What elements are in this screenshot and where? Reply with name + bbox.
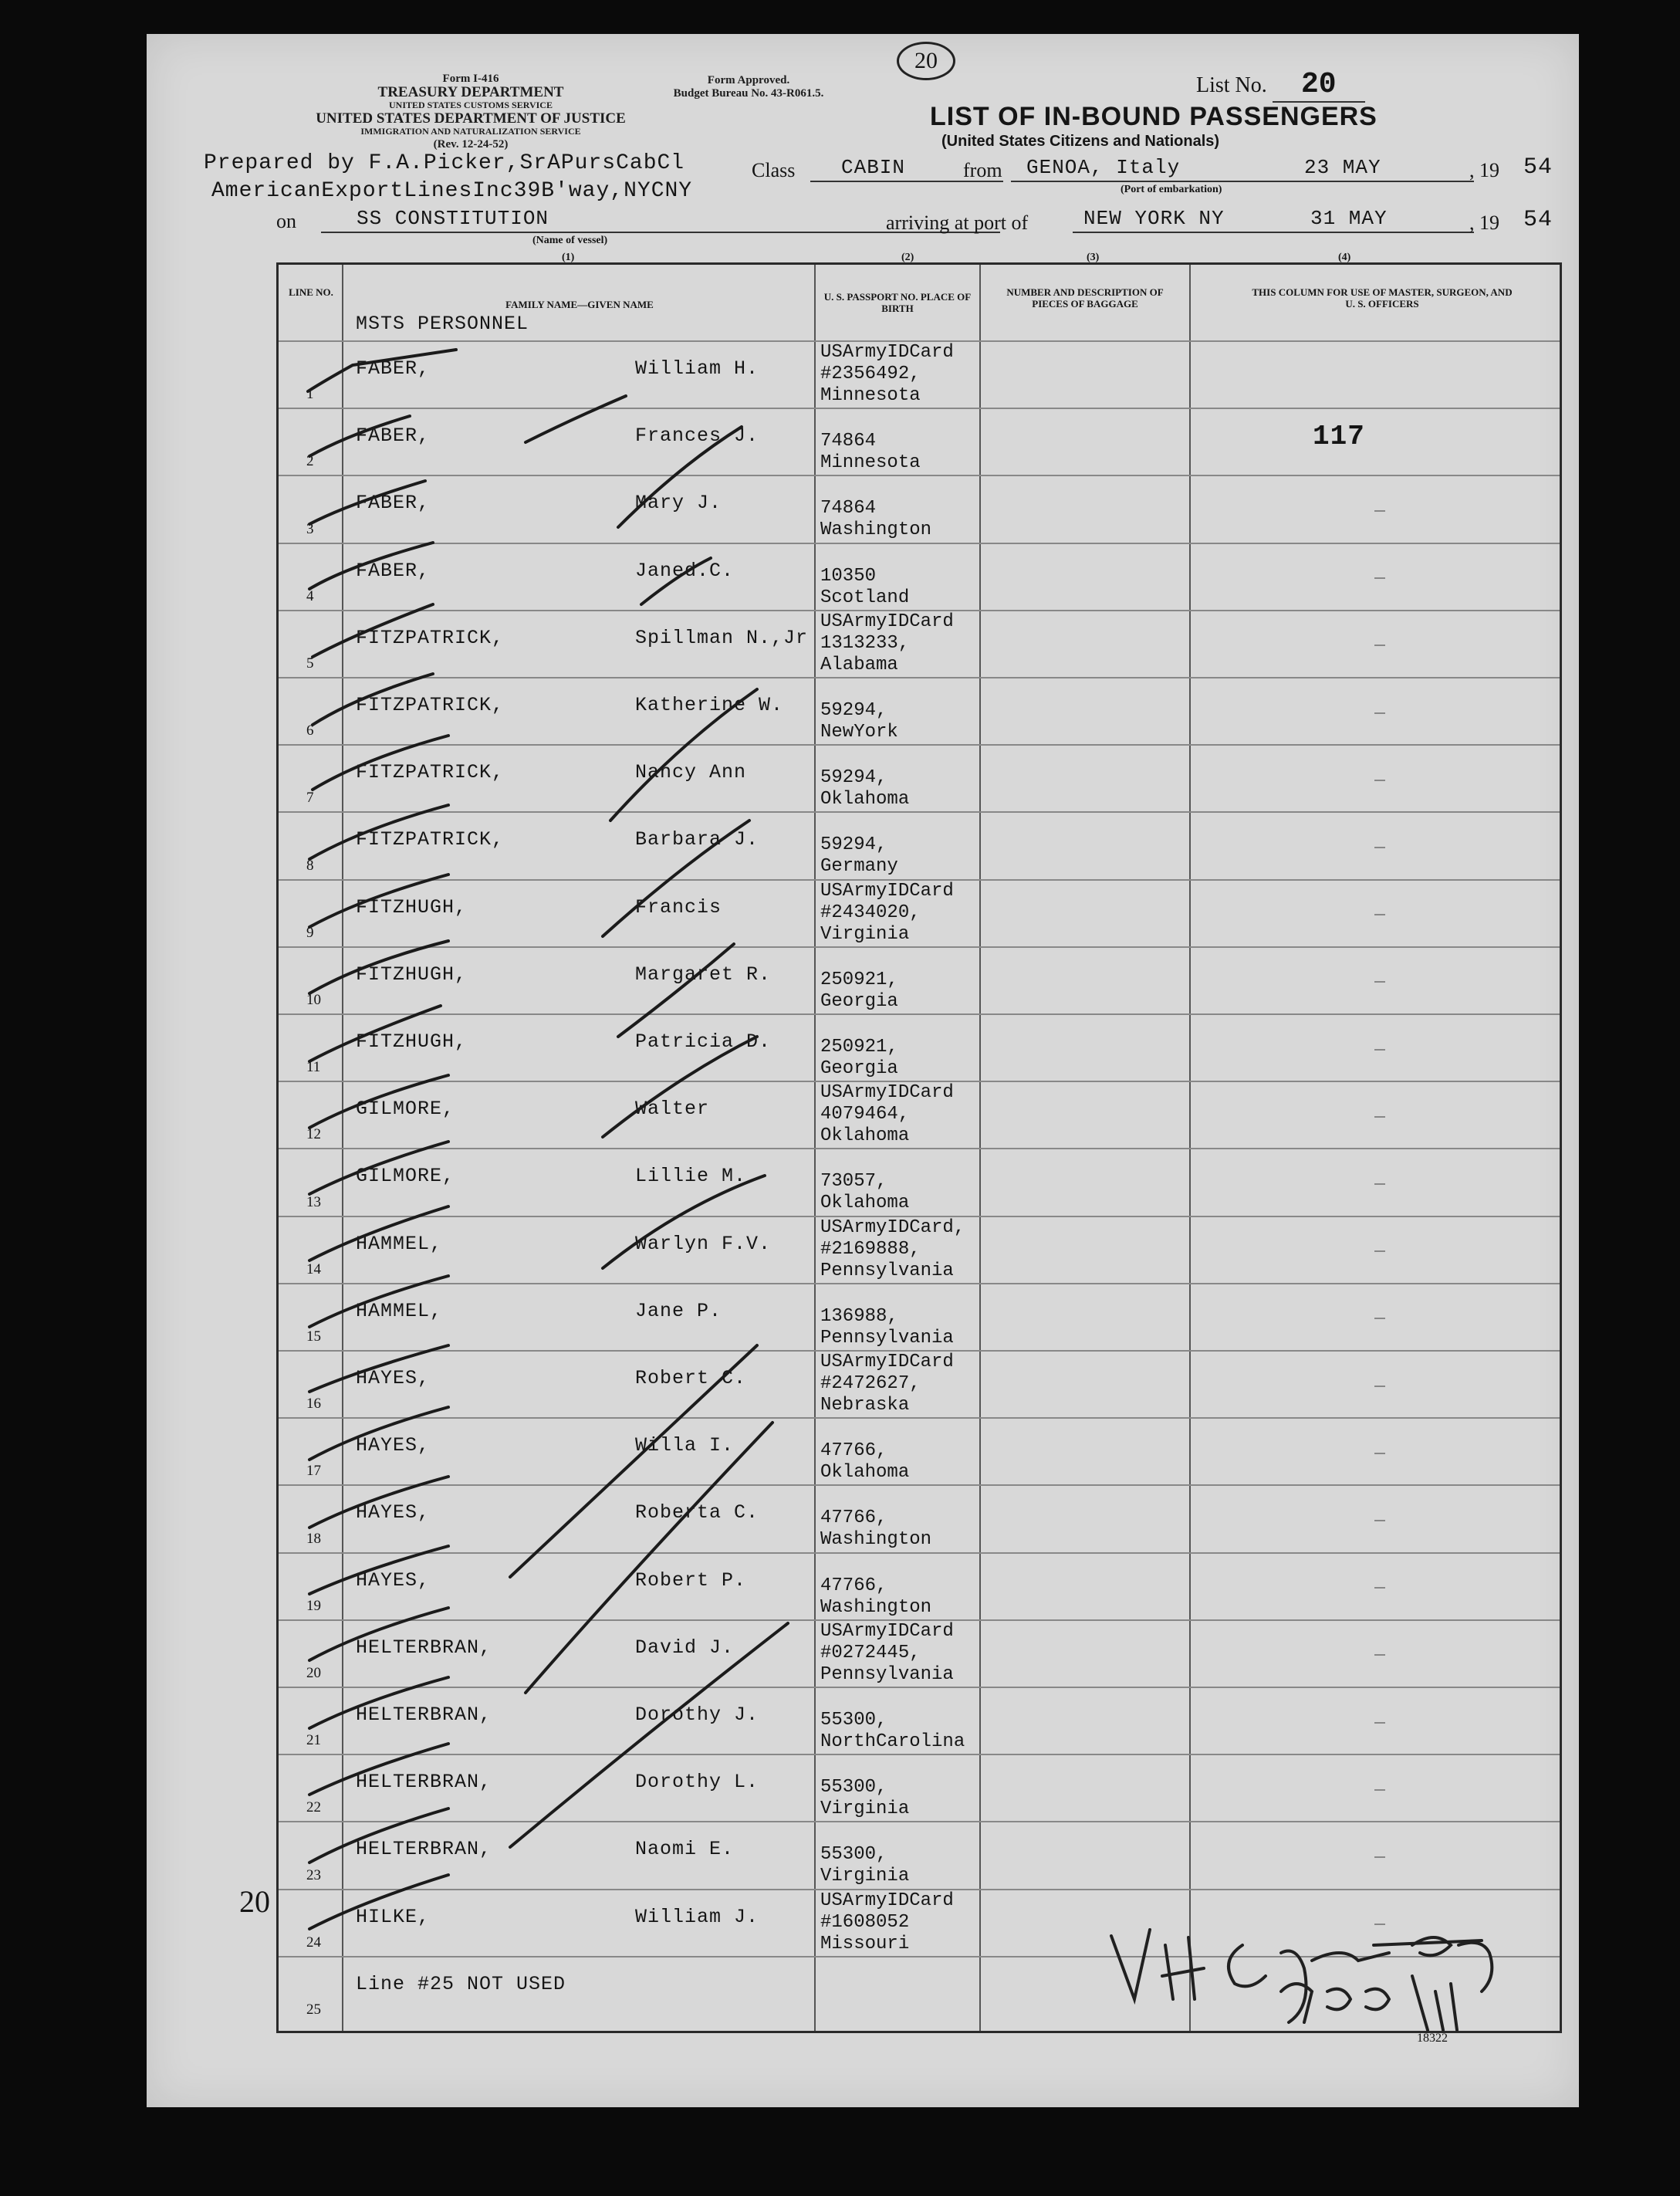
passport-line: 250921,	[820, 969, 898, 990]
margin-number: 20	[239, 1884, 270, 1919]
passport-line: Washington	[820, 1529, 932, 1551]
given-name: Francis	[635, 895, 722, 919]
passport-birthplace	[820, 1844, 909, 1887]
line-number: 9	[306, 924, 314, 941]
passport-line: USArmyIDCard	[820, 342, 954, 363]
bottom-code: 18322	[1417, 2032, 1448, 2045]
passport-line: Alabama	[820, 654, 898, 675]
year-prefix-1: , 19	[1469, 159, 1499, 181]
year-suffix-1: 54	[1523, 154, 1553, 181]
given-name: Lillie M.	[635, 1165, 747, 1188]
arrival-date: 31 MAY	[1310, 207, 1388, 230]
given-name: David J.	[635, 1636, 735, 1659]
passport-birthplace	[820, 431, 921, 474]
given-name: Patricia D.	[635, 1030, 772, 1053]
given-name: Naomi E.	[635, 1838, 735, 1861]
header-line-no: LINE NO.	[289, 286, 333, 298]
passport-birthplace	[820, 1621, 954, 1686]
class-value: CABIN	[841, 156, 906, 179]
officer-tick	[1374, 1386, 1385, 1387]
family-name: FITZPATRICK,	[356, 761, 505, 784]
passport-line: 74864	[820, 431, 877, 452]
table-row	[279, 744, 1560, 813]
passport-line: Oklahoma	[820, 789, 910, 810]
line-number: 5	[306, 655, 314, 672]
year-suffix-2: 54	[1523, 207, 1553, 233]
passport-line: Oklahoma	[820, 1462, 910, 1484]
passport-line: 47766,	[820, 1507, 887, 1529]
passport-line: Pennsylvania	[820, 1260, 954, 1281]
given-name: Spillman N.,Jr	[635, 626, 809, 649]
col-3-number: (3)	[1087, 252, 1100, 263]
family-name: FABER,	[356, 357, 431, 380]
officer-tick	[1374, 577, 1385, 579]
arrival-port: NEW YORK NY	[1083, 207, 1225, 230]
passport-birthplace	[820, 342, 954, 407]
passport-line: Georgia	[820, 990, 898, 1012]
table-row	[279, 408, 1560, 476]
officer-tick	[1374, 981, 1385, 983]
passport-line: Scotland	[820, 587, 910, 608]
passport-birthplace	[820, 611, 954, 676]
budget-bureau: Budget Bureau No. 43-R061.5.	[673, 87, 824, 100]
line-address: AmericanExportLinesInc39B'way,NYCNY	[211, 179, 693, 203]
port-of-embarkation-caption: (Port of embarkation)	[1121, 184, 1222, 195]
prepared-by: Prepared by F.A.Picker,SrAPursCabCl	[204, 151, 685, 175]
line-number: 20	[306, 1664, 321, 1681]
family-name: FITZPATRICK,	[356, 828, 505, 851]
passport-line: #2169888,	[820, 1238, 921, 1260]
line-number: 17	[306, 1463, 321, 1480]
given-name: Jane P.	[635, 1299, 722, 1322]
from-underline	[1011, 181, 1474, 182]
header-officers: THIS COLUMN FOR USE OF MASTER, SURGEON, AND U. S. OFFICERS	[1252, 286, 1513, 310]
table-row	[279, 475, 1560, 543]
group-label: MSTS PERSONNEL	[356, 313, 529, 335]
officer-tick	[1374, 1049, 1385, 1051]
family-name: FITZHUGH,	[356, 895, 468, 919]
passport-line: 73057,	[820, 1171, 887, 1193]
passport-line: 55300,	[820, 1844, 887, 1866]
family-name: FITZPATRICK,	[356, 694, 505, 716]
table-row	[279, 1013, 1560, 1082]
passport-line: 4079464,	[820, 1104, 910, 1125]
on-label: on	[276, 210, 296, 232]
customs-service: UNITED STATES CUSTOMS SERVICE	[389, 100, 553, 110]
passport-line: Washington	[820, 519, 932, 541]
col-2-number: (2)	[901, 252, 914, 263]
passport-line: USArmyIDCard	[820, 1620, 954, 1642]
line-number: 3	[306, 520, 314, 537]
passport-line: 55300,	[820, 1777, 887, 1798]
form-approved: Form Approved.	[707, 74, 790, 86]
line-number: 4	[306, 587, 314, 604]
justice-dept: UNITED STATES DEPARTMENT OF JUSTICE	[316, 110, 626, 127]
name-of-vessel-caption: (Name of vessel)	[532, 235, 608, 246]
family-name: HAYES,	[356, 1434, 431, 1457]
family-name: HELTERBRAN,	[356, 1771, 492, 1794]
officer-tick	[1374, 1183, 1385, 1185]
line-number: 19	[306, 1597, 321, 1614]
passport-line: 250921,	[820, 1037, 898, 1057]
passport-line: #2356492,	[820, 364, 921, 384]
col-1-number: (1)	[562, 252, 575, 263]
passport-line: #2472627,	[820, 1373, 921, 1394]
table-row	[279, 1821, 1560, 1890]
class-label: Class	[752, 159, 796, 181]
line-number: 2	[306, 453, 314, 470]
form-approval	[633, 74, 864, 100]
given-name: Katherine W.	[635, 694, 784, 716]
family-name: FABER,	[356, 425, 431, 448]
line-number: 6	[306, 722, 314, 739]
passport-birthplace	[820, 566, 909, 609]
passport-birthplace	[820, 700, 898, 743]
line-number: 10	[306, 991, 321, 1008]
officer-tick	[1374, 1250, 1385, 1252]
table-row	[279, 1081, 1560, 1149]
family-name: FABER,	[356, 559, 431, 582]
list-no-label: List No.	[1196, 73, 1267, 97]
given-name: Robert C.	[635, 1367, 747, 1389]
line-number: 14	[306, 1260, 321, 1277]
passport-line: Nebraska	[820, 1395, 910, 1416]
header-passport: U. S. PASSPORT NO. PLACE OF BIRTH	[823, 291, 972, 314]
passport-line: Minnesota	[820, 452, 921, 474]
header-baggage: NUMBER AND DESCRIPTION OF PIECES OF BAGGAGE	[1006, 286, 1164, 310]
arrival-underline	[1073, 232, 1474, 233]
table-row	[279, 879, 1560, 948]
passport-line: Missouri	[820, 1933, 910, 1954]
given-name: Margaret R.	[635, 963, 772, 986]
passport-line: 55300,	[820, 1710, 887, 1731]
passport-birthplace	[820, 1037, 898, 1080]
given-name: Warlyn F.V.	[635, 1232, 772, 1255]
col-4-number: (4)	[1338, 252, 1351, 263]
passport-line: Oklahoma	[820, 1193, 910, 1214]
line-number: 1	[306, 386, 314, 403]
table-row	[279, 1216, 1560, 1284]
family-name: HAMMEL,	[356, 1232, 443, 1255]
passport-birthplace	[820, 969, 898, 1013]
treasury-dept: TREASURY DEPARTMENT	[377, 84, 564, 100]
passport-line: 59294,	[820, 700, 887, 721]
family-name: HELTERBRAN,	[356, 1704, 492, 1726]
form-revision: (Rev. 12-24-52)	[433, 138, 509, 151]
table-row	[279, 1417, 1560, 1486]
passport-line: USArmyIDCard	[820, 880, 954, 902]
passport-line: Virginia	[820, 923, 910, 945]
line-number: 15	[306, 1328, 321, 1345]
given-name: Willa I.	[635, 1434, 735, 1457]
passport-line: 10350	[820, 565, 877, 587]
family-name: FABER,	[356, 492, 431, 515]
line-number: 16	[306, 1396, 321, 1413]
officer-tick	[1374, 1856, 1385, 1858]
table-row	[279, 677, 1560, 746]
passport-line: Oklahoma	[820, 1125, 910, 1147]
from-label: from	[963, 159, 1002, 181]
table-row	[279, 946, 1560, 1015]
line-number: 13	[306, 1193, 321, 1210]
passport-line: USArmyIDCard	[820, 1890, 954, 1911]
officer-tick	[1374, 1587, 1385, 1589]
table-row	[279, 1956, 1560, 2025]
circled-number-text: 20	[914, 48, 938, 73]
passport-birthplace	[820, 881, 954, 946]
family-name: FITZHUGH,	[356, 1030, 468, 1053]
table-row	[279, 1484, 1560, 1553]
officer-tick	[1374, 780, 1385, 781]
table-row	[279, 1552, 1560, 1621]
passport-line: #1608052	[820, 1911, 910, 1933]
officer-tick	[1374, 1654, 1385, 1656]
passport-line: 136988,	[820, 1305, 898, 1327]
given-name: Barbara J.	[635, 828, 759, 851]
line-number: 11	[306, 1059, 321, 1076]
passport-birthplace	[820, 498, 931, 541]
line-number: 7	[306, 790, 314, 807]
family-name: HAYES,	[356, 1568, 431, 1592]
line-number: 25	[306, 2001, 321, 2018]
table-row	[279, 811, 1560, 880]
arriving-label: arriving at port of	[886, 211, 1029, 234]
family-name: HAYES,	[356, 1501, 431, 1524]
officer-tick	[1374, 1116, 1385, 1118]
list-no-value: 20	[1273, 68, 1365, 103]
family-name: HAYES,	[356, 1367, 431, 1389]
passport-birthplace	[820, 1082, 954, 1147]
given-name: Frances J.	[635, 425, 759, 448]
officer-tick	[1374, 510, 1385, 512]
passport-birthplace	[820, 1507, 931, 1551]
passport-line: 59294,	[820, 767, 887, 789]
form-number: Form I-416	[442, 73, 499, 85]
passport-line: 74864	[820, 498, 877, 519]
passport-line: #2434020,	[820, 902, 921, 923]
given-name: Dorothy J.	[635, 1704, 759, 1726]
given-name: Mary J.	[635, 492, 722, 515]
officer-tick	[1374, 914, 1385, 915]
table-row	[279, 1283, 1560, 1352]
passport-line: NorthCarolina	[820, 1731, 965, 1752]
passport-line: Georgia	[820, 1058, 898, 1079]
given-name: Janed.C.	[635, 559, 735, 582]
passport-line: Virginia	[820, 1798, 910, 1820]
passport-line: NewYork	[820, 722, 898, 743]
officer-note: 117	[1313, 421, 1365, 452]
passenger-table	[276, 262, 1562, 2033]
passport-birthplace	[820, 1777, 909, 1820]
vessel-name: SS CONSTITUTION	[357, 207, 549, 230]
officer-tick	[1374, 1318, 1385, 1319]
line-number: 24	[306, 1934, 321, 1951]
passport-line: Pennsylvania	[820, 1327, 954, 1348]
page-title: LIST OF IN-BOUND PASSENGERS	[930, 102, 1377, 131]
form-agency-block	[278, 73, 664, 151]
passport-line: 59294,	[820, 834, 887, 856]
header-name: FAMILY NAME—GIVEN NAME	[505, 299, 654, 310]
table-row	[279, 543, 1560, 611]
given-name: William J.	[635, 1905, 759, 1928]
line-number: 23	[306, 1866, 321, 1883]
given-name: Nancy Ann	[635, 761, 747, 784]
passport-line: #0272445,	[820, 1642, 921, 1663]
table-row	[279, 1754, 1560, 1822]
officer-tick	[1374, 1722, 1385, 1724]
passport-birthplace	[820, 1575, 931, 1619]
passport-line: 47766,	[820, 1575, 887, 1596]
given-name: Dorothy L.	[635, 1771, 759, 1794]
from-port: GENOA, Italy	[1026, 156, 1181, 179]
passport-line: Virginia	[820, 1866, 910, 1887]
family-name: FITZHUGH,	[356, 963, 468, 986]
passport-line: Washington	[820, 1596, 932, 1618]
passport-birthplace	[820, 1171, 909, 1214]
line-number: 18	[306, 1530, 321, 1547]
list-number-block	[1196, 68, 1365, 103]
family-name: FITZPATRICK,	[356, 626, 505, 649]
passport-birthplace	[820, 1217, 965, 1282]
passport-line: USArmyIDCard	[820, 1352, 954, 1372]
passport-birthplace	[820, 1352, 954, 1416]
officer-tick	[1374, 1453, 1385, 1454]
passport-line: Minnesota	[820, 385, 921, 406]
passport-line: 47766,	[820, 1440, 887, 1462]
passport-line: Germany	[820, 856, 898, 878]
year-prefix-2: , 19	[1469, 211, 1499, 234]
passport-birthplace	[820, 1306, 954, 1349]
passport-birthplace	[820, 1440, 909, 1484]
passport-birthplace	[820, 1890, 954, 1955]
officer-tick	[1374, 847, 1385, 848]
family-name: GILMORE,	[356, 1165, 455, 1188]
passport-line: Pennsylvania	[820, 1663, 954, 1685]
table-row	[279, 610, 1560, 678]
family-name: HELTERBRAN,	[356, 1838, 492, 1861]
passport-line: USArmyIDCard	[820, 611, 954, 632]
passport-line: 1313233,	[820, 632, 910, 654]
given-name: William H.	[635, 357, 759, 380]
officer-tick	[1374, 1924, 1385, 1925]
family-name: GILMORE,	[356, 1098, 455, 1121]
table-row	[279, 1889, 1560, 1957]
line-number: 21	[306, 1732, 321, 1749]
family-name: Line #25 NOT USED	[356, 1972, 566, 1995]
passport-line: USArmyIDCard	[820, 1082, 954, 1104]
table-row	[279, 1619, 1560, 1688]
passport-birthplace	[820, 834, 898, 878]
passport-birthplace	[820, 1710, 965, 1753]
page-subtitle: (United States Citizens and Nationals)	[941, 133, 1220, 150]
given-name: Walter	[635, 1098, 710, 1121]
officer-tick	[1374, 1520, 1385, 1521]
officer-tick	[1374, 1789, 1385, 1791]
family-name: HAMMEL,	[356, 1299, 443, 1322]
table-row	[279, 1687, 1560, 1755]
table-row	[279, 1148, 1560, 1216]
circled-number	[897, 42, 955, 80]
family-name: HILKE,	[356, 1905, 431, 1928]
officer-tick	[1374, 645, 1385, 646]
table-row	[279, 340, 1560, 409]
departure-date: 23 MAY	[1304, 156, 1381, 179]
given-name: Roberta C.	[635, 1501, 759, 1524]
passport-birthplace	[820, 767, 909, 810]
ins-service: IMMIGRATION AND NATURALIZATION SERVICE	[360, 126, 581, 137]
given-name: Robert P.	[635, 1568, 747, 1592]
line-number: 8	[306, 857, 314, 874]
passport-line: USArmyIDCard,	[820, 1216, 965, 1238]
family-name: HELTERBRAN,	[356, 1636, 492, 1659]
officer-tick	[1374, 712, 1385, 714]
line-number: 22	[306, 1799, 321, 1816]
line-number: 12	[306, 1126, 321, 1143]
table-row	[279, 1350, 1560, 1419]
